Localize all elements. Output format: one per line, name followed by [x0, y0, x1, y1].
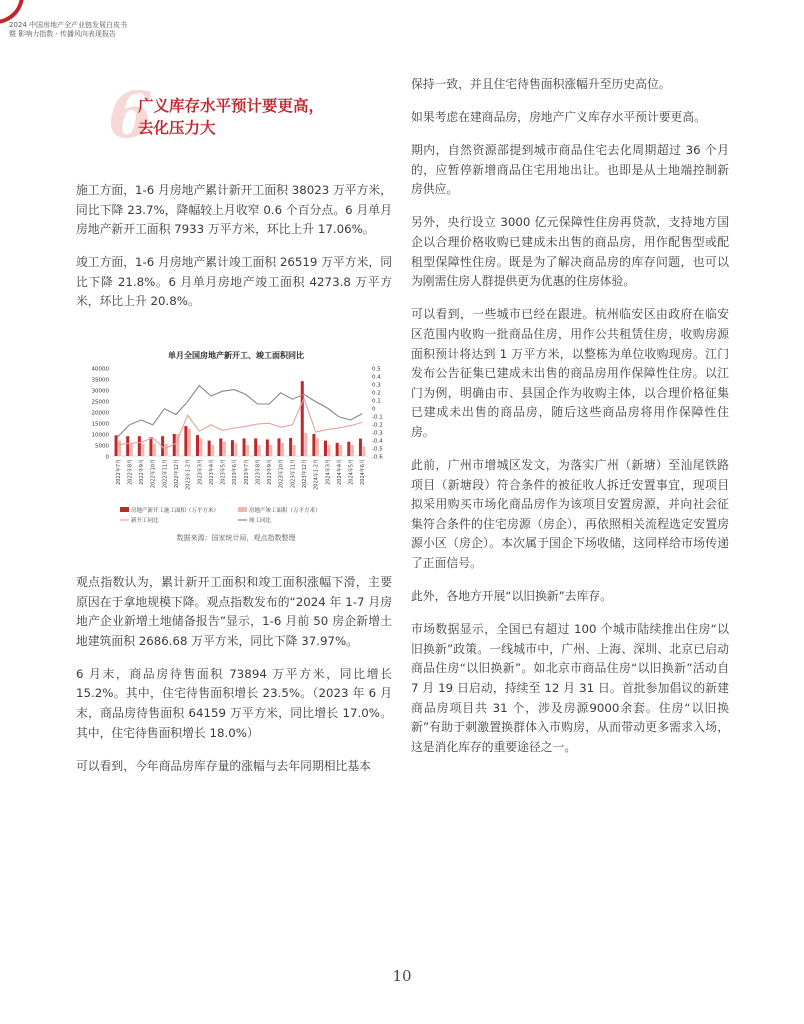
- x-tick-label: 2023年1-2月: [185, 459, 192, 490]
- bar-completion: [200, 438, 203, 456]
- paragraph: 保持一致，并且住宅待售面积涨幅升至历史高位。: [411, 77, 671, 91]
- bar-new-construction: [289, 438, 292, 456]
- bar-completion: [316, 438, 319, 456]
- bar-completion: [223, 442, 226, 456]
- bar-completion: [328, 445, 331, 456]
- y-right-tick-label: 0.1: [372, 398, 381, 405]
- bar-new-construction: [254, 438, 257, 456]
- bar-completion: [293, 445, 296, 456]
- y-right-tick-label: 0.2: [372, 390, 381, 397]
- x-tick-label: 2023年8月: [255, 459, 262, 485]
- x-tick-label: 2023年4月: [208, 459, 215, 485]
- section-title: [138, 95, 358, 139]
- paragraph: 施工方面，1-6 月房地产累计新开工面积 38023 万平方米，同比下降 23.7%，降幅较上月收窄 0.6 个百分点。6 月单月房地产新开工面积 7933 万平方米，环比上升 17.06%。: [76, 183, 392, 237]
- bar-completion: [246, 445, 249, 456]
- x-tick-label: 2023年9月: [267, 459, 274, 485]
- bar-completion: [211, 445, 214, 456]
- y-right-tick-label: 0.4: [372, 374, 381, 381]
- bar-new-construction: [277, 438, 280, 456]
- bar-completion: [269, 445, 272, 456]
- x-tick-label: 2024年5月: [348, 459, 355, 485]
- bar-new-construction: [208, 441, 211, 456]
- y-right-tick-label: -0.4: [372, 438, 383, 445]
- legend-swatch-bar-done: [238, 507, 247, 512]
- bar-new-construction: [324, 441, 327, 456]
- paragraph: 市场数据显示，全国已有超过 100 个城市陆续推出住房“以旧换新”政策。一线城市中，广州、上海、深圳、北京已启动商品住房“以旧换新”。如北京市商品住房“以旧换新”活动自 7 月 19 日启动，持续至 12 月 31 日。首批参加倡议的新建商品房项目共 31 个，涉及房源9000余套。住房“以旧换新”有助于刺激置换群体入市购房，从而带动更多需求入场，这是消化库存的重要途径之一。: [411, 622, 729, 754]
- paragraph: 期内，自然资源部提到城市商品住宅去化周期超过 36 个月的，应暂停新增商品住宅用地出让。也即是从土地端控制新房供应。: [411, 143, 729, 197]
- x-tick-label: 2023年12月: [302, 459, 308, 489]
- y-right-tick-label: -0.5: [372, 446, 383, 453]
- y-right-tick-label: -0.2: [372, 422, 383, 429]
- bar-new-construction: [149, 437, 152, 456]
- x-tick-label: 2022年12月: [174, 459, 180, 489]
- legend-swatch-bar-new: [120, 507, 129, 512]
- bar-new-construction: [301, 381, 304, 456]
- bar-completion: [188, 429, 191, 457]
- paragraph: 如果考虑在建商品房，房地产广义库存水平预计要更高。: [411, 110, 706, 125]
- y-left-tick-label: 20000: [91, 410, 109, 417]
- y-left-tick-label: 15000: [91, 421, 109, 428]
- section-title-line-1: 广义库存水平预计要更高，: [138, 97, 325, 115]
- y-left-tick-label: 0: [105, 454, 109, 461]
- chart-title: 单月全国房地产新开工、竣工面积同比: [168, 351, 304, 360]
- paragraph: 另外，央行设立 3000 亿元保障性住房再贷款，支持地方国企以合理价格收购已建成未出售的商品房，用作配售型或配租型保障性住房。既是为了解决商品房的库存问题，也可以为刚需住房人群提供更为优惠的住房体验。: [411, 215, 729, 289]
- bar-completion: [153, 444, 156, 456]
- bar-completion: [258, 445, 261, 456]
- chart: [78, 346, 394, 552]
- x-tick-label: 2022年10月: [150, 459, 157, 489]
- section-title-line-2: 去化压力大: [138, 119, 216, 137]
- paragraph: 6 月末，商品房待售面积 73894 万平方米，同比增长 15.2%。其中，住宅待售面积增长 23.5%。（2023 年 6 月末，商品房待售面积 64159 万平方米，同比增长 17.0%。其中，住宅待售面积增长 18.0%）: [76, 666, 392, 740]
- header-line-1: 2024 中国房地产全产业链发展白皮书: [9, 21, 128, 29]
- bar-new-construction: [231, 440, 234, 456]
- paragraph: 此外，各地方开展“以旧换新”去库存。: [411, 589, 612, 604]
- x-tick-label: 2024年3月: [325, 459, 332, 485]
- paragraph: 可以看到，今年商品房库存量的涨幅与去年同期相比基本: [76, 758, 371, 773]
- bar-completion: [130, 444, 133, 456]
- bar-completion: [141, 444, 144, 456]
- x-tick-label: 2022年8月: [127, 459, 134, 485]
- paragraph: 此前，广州市增城区发文，为落实广州（新塘）至汕尾铁路项目（新塘段）符合条件的被征收人拆迁安置事宜，现项目拟采用购买市场化商品房作为该项目安置房源，并向社会征集符合条件的住宅房源（房企），再依照相关流程选定安置房源小区（房企）。本次属于国企下场收储，这同样给市场传递了正面信号。: [411, 458, 729, 570]
- legend-label: 竣工同比: [249, 518, 272, 524]
- bar-completion: [118, 441, 121, 456]
- left-column-bottom: [76, 573, 392, 790]
- bar-completion: [234, 443, 237, 456]
- bar-new-construction: [138, 436, 141, 456]
- y-right-tick-label: 0.5: [372, 366, 381, 373]
- paragraph: 可以看到，一些城市已经在跟进。杭州临安区由政府在临安区范围内收购一批商品住房，用作公共租赁住房，收购房源面积预计将达到 1 万平方米，以整栋为单位收购现房。江门发布公告征集已建成未出售的商品房用作保障性住房。以江门为例，明确由市、县国企作为收购主体，以合理价格征集已建成未出售的商品房，随后这些商品房将用作保障性住房。: [411, 307, 729, 439]
- header-line-2: 暨 影响力指数 · 传播风向表现报告: [9, 30, 116, 38]
- x-tick-label: 2023年10月: [278, 459, 285, 489]
- bar-new-construction: [219, 438, 222, 456]
- chart-source: 数据来源：国家统计局，观点指数整理: [176, 534, 296, 542]
- x-tick-label: 2023年7月: [243, 459, 250, 485]
- page-number: 10: [392, 967, 412, 985]
- left-column-top: [76, 181, 392, 326]
- bar-new-construction: [336, 443, 339, 456]
- y-left-tick-label: 25000: [91, 399, 109, 406]
- y-left-tick-label: 10000: [91, 432, 109, 439]
- bar-completion: [362, 447, 365, 456]
- y-left-tick-label: 35000: [91, 377, 109, 384]
- x-tick-label: 2023年11月: [290, 459, 297, 489]
- bar-completion: [339, 445, 342, 456]
- line-completion-yoy: [118, 386, 362, 437]
- paragraph: 竣工方面，1-6 月房地产累计竣工面积 26519 万平方米，同比下降 21.8%。6 月单月房地产竣工面积 4273.8 万平方米，环比上升 20.8%。: [76, 255, 392, 309]
- x-tick-label: 2023年6月: [232, 459, 239, 485]
- legend-label: 房地产新开工施工面积（万平方米）: [131, 508, 220, 514]
- x-tick-label: 2024年1-2月: [313, 459, 320, 490]
- bar-new-construction: [312, 434, 315, 456]
- bar-new-construction: [115, 435, 118, 456]
- bar-new-construction: [347, 442, 350, 456]
- x-tick-label: 2023年5月: [220, 459, 227, 485]
- bar-new-construction: [359, 439, 362, 456]
- y-right-tick-label: 0: [372, 406, 376, 413]
- bar-completion: [304, 433, 307, 456]
- x-tick-label: 2024年6月: [360, 459, 367, 485]
- bar-new-construction: [196, 435, 199, 456]
- y-left-tick-label: 5000: [95, 443, 109, 450]
- bar-completion: [351, 445, 354, 456]
- x-tick-label: 2022年9月: [139, 459, 146, 485]
- right-column: [411, 75, 729, 771]
- x-tick-label: 2023年3月: [197, 459, 204, 485]
- document-header: [9, 21, 127, 39]
- legend-label: 新开工同比: [131, 518, 159, 524]
- legend-label: 房地产竣工面积（万平方米）: [249, 508, 321, 514]
- x-tick-label: 2022年7月: [115, 459, 122, 485]
- y-right-tick-label: -0.1: [372, 414, 383, 421]
- chart-canvas: [78, 346, 394, 552]
- bar-new-construction: [184, 426, 187, 456]
- y-right-tick-label: 0.3: [372, 382, 381, 389]
- x-tick-label: 2024年4月: [336, 459, 343, 485]
- bar-new-construction: [243, 438, 246, 456]
- y-left-tick-label: 30000: [91, 388, 109, 395]
- y-right-tick-label: -0.3: [372, 430, 383, 437]
- bar-completion: [281, 443, 284, 456]
- bar-new-construction: [266, 440, 269, 457]
- x-tick-label: 2022年11月: [162, 459, 169, 489]
- paragraph: 观点指数认为，累计新开工面积和竣工面积涨幅下滑，主要原因在于拿地规模下降。观点指数发布的“2024 年 1-7 月房地产企业新增土地储备报告”显示，1-6 月前 50 房企新增土地建筑面积 2686.68 万平方米，同比下降 37.97%。: [76, 575, 392, 648]
- bar-new-construction: [126, 436, 129, 456]
- y-right-tick-label: -0.6: [372, 454, 383, 461]
- bar-completion: [165, 444, 168, 456]
- section-number: 6: [108, 78, 153, 153]
- y-left-tick-label: 40000: [91, 366, 109, 373]
